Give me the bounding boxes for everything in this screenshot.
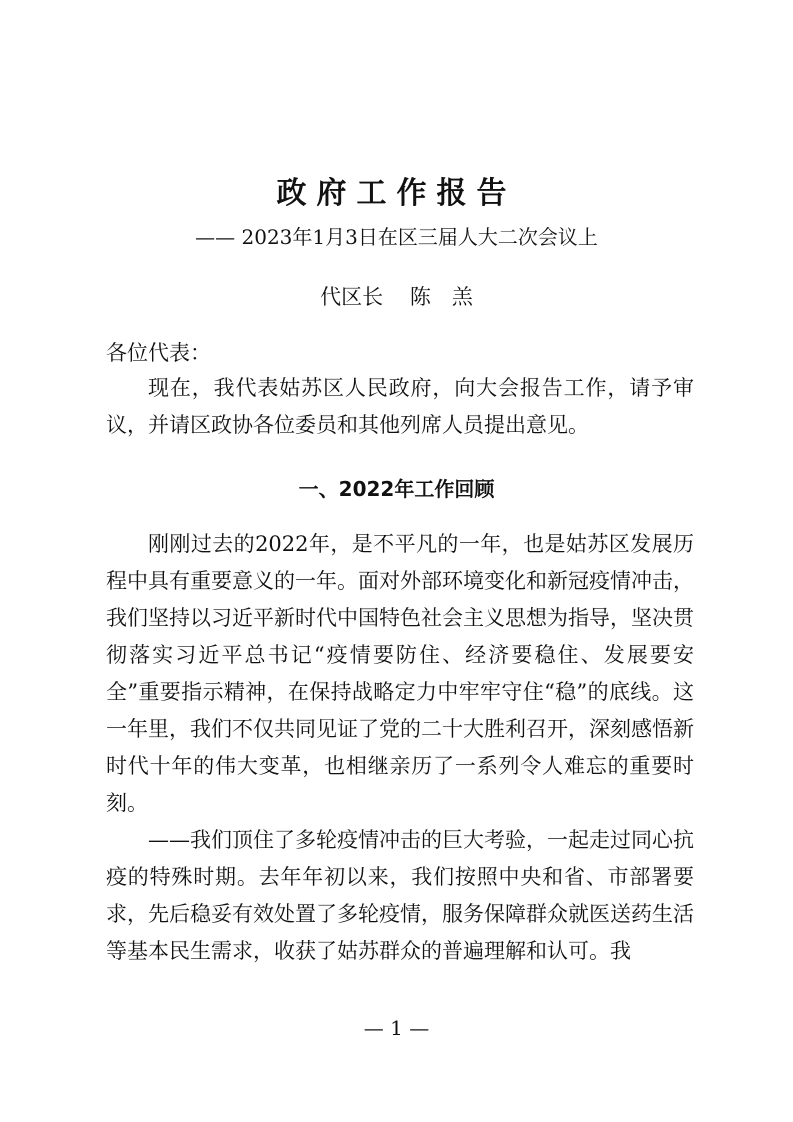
page-subtitle: —— 2023年1月3日在区三届人大二次会议上 [195, 225, 598, 249]
author-role: 代区长 [320, 285, 384, 309]
author-line [0, 282, 793, 312]
intro-paragraph: 现在，我代表姑苏区人民政府，向大会报告工作，请予审议，并请区政协各位委员和其他列席人员提出意见。 [106, 376, 694, 437]
salutation: 各位代表： [106, 341, 211, 365]
section-paragraph: 刚刚过去的2022年，是不平凡的一年，也是姑苏区发展历程中具有重要意义的一年。面对外部环境变化和新冠疫情冲击，我们坚持以习近平新时代中国特色社会主义思想为指导，坚决贯彻落实习近平总书记“疫情要防住、经济要稳住、发展要安全”重要指示精神，在保持战略定力中牢牢守住“稳”的底线。这一年里，我们不仅共同见证了党的二十大胜利召开，深刻感悟新时代十年的伟大变革，也相继亲历了一系列令人难忘的重要时刻。 [106, 532, 694, 815]
page-number: — 1 — [363, 1016, 430, 1040]
section-paragraph: ——我们顶住了多轮疫情冲击的巨大考验，一起走过同心抗疫的特殊时期。去年年初以来，我们按照中央和省、市部署要求，先后稳妥有效处置了多轮疫情，服务保障群众就医送药生活等基本民生需求，收获了姑苏群众的普遍理解和认可。我 [106, 828, 694, 963]
author-name: 陈 羔 [409, 285, 473, 309]
section-heading: 一、2022年工作回顾 [298, 477, 495, 501]
page-title: 政府工作报告 [276, 176, 517, 211]
